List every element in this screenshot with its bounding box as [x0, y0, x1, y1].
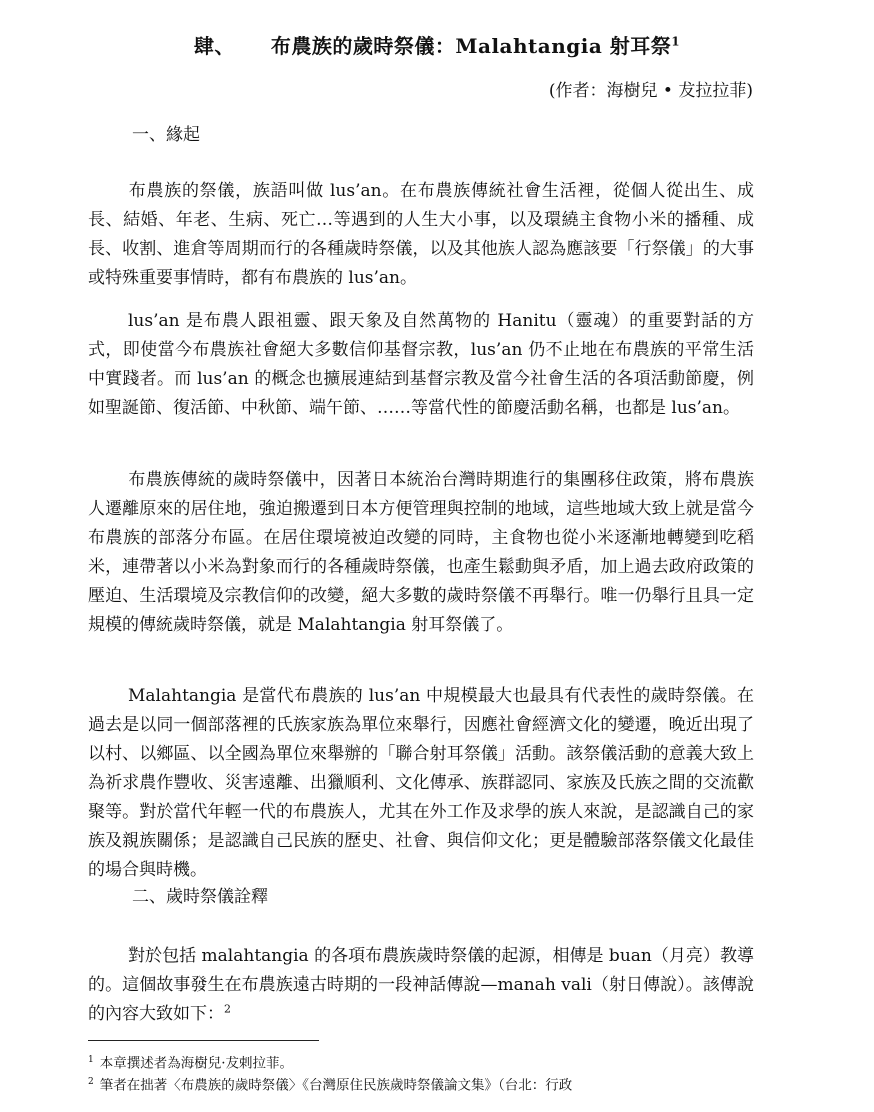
footnote-2: [88, 1072, 768, 1096]
footnote-marker: 2: [88, 1077, 94, 1087]
footnote-ref-1[interactable]: 1: [671, 34, 681, 49]
chapter-number: 肆、: [193, 34, 235, 58]
paragraph-text: 布農族傳統的歲時祭儀中，因著日本統治台灣時期進行的集團移住政策，將布農族人遷離原來的居住地，強迫搬遷到日本方便管理與控制的地域，這些地域大致上就是當今布農族的部落分布區。在居住環境被迫改變的同時，主食物也從小米逐漸地轉變到吃稻米，連帶著以小米為對象而行的各種歲時祭儀，也產生鬆動與矛盾，加上過去政府政策的壓迫、生活環境及宗教信仰的改變，絕大多數的歲時祭儀不再舉行。唯一仍舉行且具一定規模的傳統歲時祭儀，就是 Malahtangia 射耳祭儀了。: [88, 470, 754, 635]
footnote-marker: 1: [88, 1055, 94, 1065]
footnote-1: [88, 1050, 768, 1074]
chapter-title-text: 布農族的歲時祭儀：Malahtangia 射耳祭: [270, 34, 672, 58]
paragraph: [88, 942, 754, 1029]
footnote-divider: [88, 1040, 319, 1041]
author-line: (作者：海樹兒 • 犮拉拉菲): [548, 81, 753, 101]
section-heading-interpretation: 二、歲時祭儀詮釋: [132, 887, 268, 907]
paragraph-text: lus’an 是布農人跟祖靈、跟天象及自然萬物的 Hanitu（靈魂）的重要對話的方式，即使當今布農族社會絕大多數信仰基督宗教，lus’an 仍不止地在布農族的平常生活中實踐者。而 lus’an 的概念也擴展連結到基督宗教及當今社會生活的各項活動節慶，例如聖誕節、復活節、中秋節、端午節、……等當代性的節慶活動名稱，也都是 lus’an。: [88, 311, 754, 418]
paragraph: [88, 307, 754, 423]
chapter-title: [0, 30, 874, 59]
paragraph: [88, 466, 754, 640]
footnote-text: 筆者在拙著〈布農族的歲時祭儀〉《台灣原住民族歲時祭儀論文集》（台北：行政: [99, 1077, 573, 1094]
paragraph-text: Malahtangia 是當代布農族的 lus’an 中規模最大也最具有代表性的歲時祭儀。在過去是以同一個部落裡的氏族家族為單位來舉行，因應社會經濟文化的變遷，晚近出現了以村、以鄉區、以全國為單位來舉辦的「聯合射耳祭儀」活動。該祭儀活動的意義大致上為祈求農作豐收、災害遠離、出獵順利、文化傳承、族群認同、家族及氏族之間的交流歡聚等。對於當代年輕一代的布農族人，尤其在外工作及求學的族人來說，是認識自己的家族及親族關係；是認識自己民族的歷史、社會、與信仰文化；更是體驗部落祭儀文化最佳的場合與時機。: [88, 686, 754, 880]
footnote-ref-2[interactable]: 2: [224, 1002, 231, 1016]
paragraph: [88, 177, 754, 293]
paragraph-text: 布農族的祭儀，族語叫做 lus’an。在布農族傳統社會生活裡，從個人從出生、成長、結婚、年老、生病、死亡…等遇到的人生大小事，以及環繞主食物小米的播種、成長、收割、進倉等周期而行的各種歲時祭儀，以及其他族人認為應該要「行祭儀」的大事或特殊重要事情時，都有布農族的 lus’an。: [88, 181, 754, 288]
paragraph: [88, 682, 754, 885]
footnote-text: 本章撰述者為海樹兒·犮剌拉菲。: [99, 1055, 294, 1072]
section-heading-origin: 一、緣起: [132, 125, 200, 145]
paragraph-text: 對於包括 malahtangia 的各項布農族歲時祭儀的起源，相傳是 buan（月亮）教導的。這個故事發生在布農族遠古時期的一段神話傳說—manah vali（射日傳說）。該傳說的內容大致如下：: [88, 946, 754, 1024]
